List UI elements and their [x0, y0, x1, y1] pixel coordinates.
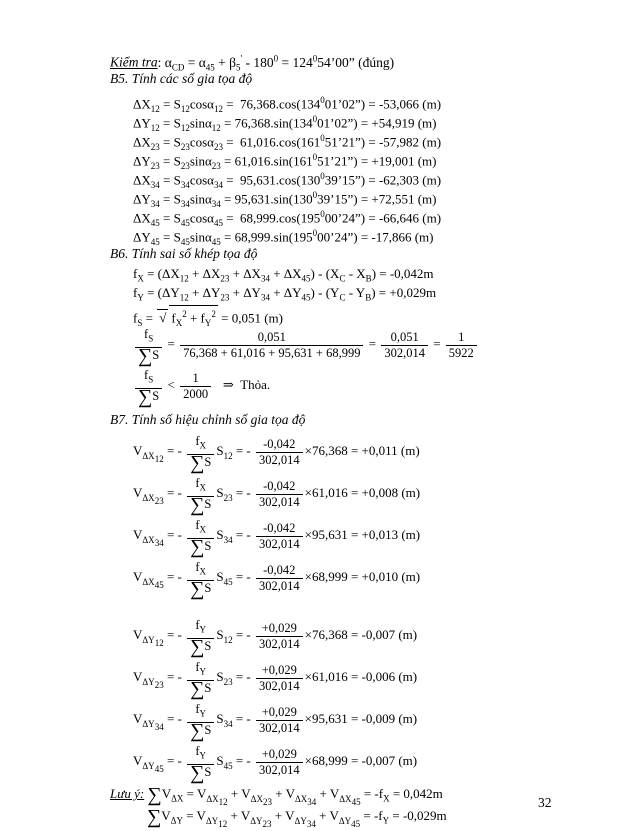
vy-formula: $V_{\Delta Y_{34}}$ = - $\frac{f_Y}{\sum S}$ $S_{34}$ = - $\frac{+0,029}{302,014}$ ×95,631 = -0,009 (m) — [133, 702, 418, 742]
b5-row: $\Delta Y_{34} = S_{34}\sin\alpha_{34}$ = $95,631.\sin(130^039’15”) = +72,551$ (m) — [133, 190, 437, 209]
fs-formula: $f_S$ = √ $f_X^2 + f_Y^2 = 0,051$ (m) — [133, 305, 283, 331]
vy-formula: $V_{\Delta Y_{12}}$ = - $\frac{f_Y}{\sum S}$ $S_{12}$ = - $\frac{+0,029}{302,014}$ ×76,368 = -0,007 (m) — [133, 618, 418, 658]
vx-formula: $V_{\Delta X_{12}}$ = - $\frac{f_X}{\sum S}$ $S_{12}$ = - $\frac{-0,042}{302,014}$ ×76,368 = +0,011 (m) — [133, 434, 420, 474]
check-formula: : $\alpha_{CD} = \alpha_{45} + \beta_5' - 180^0$ = $124^054’00$” (đúng) — [157, 53, 395, 73]
b6-heading: B6. Tính sai số khép tọa độ — [110, 246, 258, 261]
b7-heading: B7. Tính số hiệu chỉnh số gia tọa độ — [110, 412, 306, 427]
vy-formula: $V_{\Delta Y_{23}}$ = - $\frac{f_Y}{\sum S}$ $S_{23}$ = - $\frac{+0,029}{302,014}$ ×61,016 = -0,006 (m) — [133, 660, 418, 700]
vy-formula: $V_{\Delta Y_{45}}$ = - $\frac{f_Y}{\sum S}$ $S_{45}$ = - $\frac{+0,029}{302,014}$ ×68,999 = -0,007 (m) — [133, 744, 418, 784]
b5-row: $\Delta X_{34} = S_{34}\cos\alpha_{34}$ = $95,631.\cos(130^039’15”) = -62,303$ (m) — [133, 171, 442, 190]
vx-formula: $V_{\Delta X_{34}}$ = - $\frac{f_X}{\sum S}$ $S_{34}$ = - $\frac{-0,042}{302,014}$ ×95,631 = +0,013 (m) — [133, 518, 421, 558]
b5-row: $\Delta X_{23} = S_{23}\cos\alpha_{23}$ = $61,016.\cos(161^051’21”) = -57,982$ (m) — [133, 133, 442, 152]
tolerance-check: $\frac{f_S}{\sum S}$ < $\frac{1}{2000}$ ⇒ Thỏa. — [133, 368, 270, 405]
sum-vy-formula: $\sum V_{\Delta Y} = V_{\Delta Y_{12}} + V_{\Delta Y_{23}} + V_{\Delta Y_{34}} + V_{\Delta Y_{45}} = -f_Y = -0,029m$ — [147, 806, 447, 829]
note-label: Lưu ý: — [110, 786, 145, 801]
fy-formula: $f_Y = (\Delta Y_{12} + \Delta Y_{23} + \Delta Y_{34} + \Delta Y_{45}) - (Y_C - Y_B) = +0,029m$ — [133, 285, 437, 303]
b5-heading: B5. Tính các số gia tọa độ — [110, 71, 253, 86]
b5-row: $\Delta Y_{23} = S_{23}\sin\alpha_{23}$ = $61,016.\sin(161^051’21”) = +19,001$ (m) — [133, 152, 437, 171]
check-label: Kiểm tra — [110, 54, 158, 70]
page-number: 32 — [538, 795, 552, 810]
b5-row: $\Delta X_{45} = S_{45}\cos\alpha_{45}$ = $68,999.\cos(195^000’24”) = -66,646$ (m) — [133, 209, 442, 228]
vx-formula: $V_{\Delta X_{23}}$ = - $\frac{f_X}{\sum S}$ $S_{23}$ = - $\frac{-0,042}{302,014}$ ×61,016 = +0,008 (m) — [133, 476, 421, 516]
b5-row: $\Delta Y_{45} = S_{45}\sin\alpha_{45}$ = $68,999.\sin(195^000’24”) = -17,866$ (m) — [133, 228, 434, 247]
vx-formula: $V_{\Delta X_{45}}$ = - $\frac{f_X}{\sum S}$ $S_{45}$ = - $\frac{-0,042}{302,014}$ ×68,999 = +0,010 (m) — [133, 560, 421, 600]
b5-row: $\Delta X_{12} = S_{12}\cos\alpha_{12}$ = $76,368.\cos(134^001’02”) = -53,066$ (m) — [133, 95, 442, 114]
b5-row: $\Delta Y_{12} = S_{12}\sin\alpha_{12}$ = $76,368.\sin(134^001’02”) = +54,919$ (m) — [133, 114, 437, 133]
relative-error-formula: $\frac{f_S}{\sum S}$ = $\frac{0,051}{76,368 + 61,016 + 95,631 + 68,999}$ = $\frac{0,051}{302,014}$ = $\frac{1}{5922}$ — [133, 327, 479, 364]
fx-formula: $f_X = (\Delta X_{12} + \Delta X_{23} + \Delta X_{34} + \Delta X_{45}) - (X_C - X_B) = -0,042m$ — [133, 266, 434, 284]
sum-vx-formula: $\sum V_{\Delta X} = V_{\Delta X_{12}} + V_{\Delta X_{23}} + V_{\Delta X_{34}} + V_{\Delta X_{45}} = -f_X = 0,042m$ — [147, 784, 443, 807]
